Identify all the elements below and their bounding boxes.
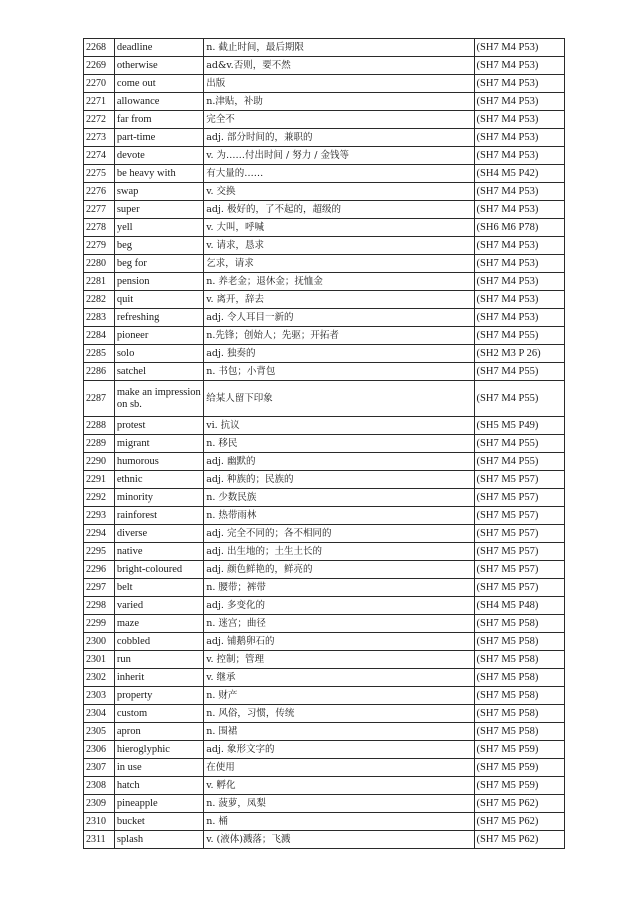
entry-meaning: adj. 独奏的	[204, 345, 474, 363]
table-row	[84, 651, 565, 669]
entry-word: apron	[114, 723, 203, 741]
table-row	[84, 327, 565, 345]
entry-reference: (SH7 M5 P58)	[474, 615, 564, 633]
entry-number: 2309	[84, 795, 115, 813]
entry-meaning: n. 养老金；退休金；抚恤金	[204, 273, 474, 291]
entry-number: 2300	[84, 633, 115, 651]
table-row	[84, 363, 565, 381]
entry-reference: (SH7 M4 P55)	[474, 381, 564, 417]
table-row	[84, 309, 565, 327]
entry-number: 2302	[84, 669, 115, 687]
entry-number: 2308	[84, 777, 115, 795]
table-row	[84, 93, 565, 111]
entry-word: hatch	[114, 777, 203, 795]
entry-reference: (SH7 M5 P58)	[474, 723, 564, 741]
entry-reference: (SH7 M4 P53)	[474, 255, 564, 273]
entry-word: deadline	[114, 39, 203, 57]
entry-number: 2283	[84, 309, 115, 327]
entry-number: 2286	[84, 363, 115, 381]
entry-word: bucket	[114, 813, 203, 831]
vocabulary-table	[83, 38, 565, 849]
entry-number: 2307	[84, 759, 115, 777]
entry-word: migrant	[114, 435, 203, 453]
entry-number: 2299	[84, 615, 115, 633]
table-row	[84, 525, 565, 543]
entry-meaning: vi. 抗议	[204, 417, 474, 435]
entry-reference: (SH7 M4 P53)	[474, 291, 564, 309]
entry-word: varied	[114, 597, 203, 615]
table-row	[84, 507, 565, 525]
entry-number: 2301	[84, 651, 115, 669]
entry-number: 2289	[84, 435, 115, 453]
entry-meaning: adj. 完全不同的；各不相同的	[204, 525, 474, 543]
table-row	[84, 237, 565, 255]
entry-meaning: n. 少数民族	[204, 489, 474, 507]
vocabulary-table-body	[84, 39, 565, 849]
table-row	[84, 183, 565, 201]
entry-reference: (SH7 M5 P62)	[474, 795, 564, 813]
entry-word: devote	[114, 147, 203, 165]
entry-meaning: v. 为……付出时间 / 努力 / 金钱等	[204, 147, 474, 165]
entry-word: inherit	[114, 669, 203, 687]
entry-reference: (SH7 M5 P58)	[474, 651, 564, 669]
entry-number: 2295	[84, 543, 115, 561]
entry-meaning: n. 热带雨林	[204, 507, 474, 525]
entry-reference: (SH7 M4 P53)	[474, 201, 564, 219]
entry-reference: (SH7 M4 P53)	[474, 237, 564, 255]
entry-word: far from	[114, 111, 203, 129]
table-row	[84, 705, 565, 723]
entry-meaning: adj. 幽默的	[204, 453, 474, 471]
entry-reference: (SH6 M6 P78)	[474, 219, 564, 237]
entry-reference: (SH7 M5 P57)	[474, 543, 564, 561]
entry-word: custom	[114, 705, 203, 723]
entry-meaning: n. 书包；小背包	[204, 363, 474, 381]
entry-meaning: n.津贴，补助	[204, 93, 474, 111]
entry-reference: (SH7 M4 P53)	[474, 309, 564, 327]
entry-reference: (SH7 M5 P59)	[474, 777, 564, 795]
table-row	[84, 687, 565, 705]
table-row	[84, 597, 565, 615]
table-row	[84, 777, 565, 795]
entry-number: 2284	[84, 327, 115, 345]
entry-number: 2293	[84, 507, 115, 525]
entry-reference: (SH7 M5 P58)	[474, 669, 564, 687]
entry-meaning: v. 离开，辞去	[204, 291, 474, 309]
entry-reference: (SH7 M5 P57)	[474, 507, 564, 525]
entry-reference: (SH7 M4 P55)	[474, 363, 564, 381]
entry-reference: (SH7 M4 P53)	[474, 39, 564, 57]
entry-word: property	[114, 687, 203, 705]
entry-reference: (SH7 M4 P53)	[474, 147, 564, 165]
entry-word: refreshing	[114, 309, 203, 327]
entry-reference: (SH7 M5 P58)	[474, 633, 564, 651]
entry-meaning: n. 迷宫；曲径	[204, 615, 474, 633]
entry-number: 2274	[84, 147, 115, 165]
entry-number: 2282	[84, 291, 115, 309]
table-row	[84, 561, 565, 579]
entry-meaning: adj. 象形文字的	[204, 741, 474, 759]
entry-word: minority	[114, 489, 203, 507]
entry-meaning: n.先锋；创始人；先驱；开拓者	[204, 327, 474, 345]
entry-number: 2287	[84, 381, 115, 417]
entry-meaning: adj. 令人耳目一新的	[204, 309, 474, 327]
entry-reference: (SH7 M5 P57)	[474, 471, 564, 489]
table-row	[84, 831, 565, 849]
entry-number: 2275	[84, 165, 115, 183]
entry-word: solo	[114, 345, 203, 363]
table-row	[84, 795, 565, 813]
entry-word: ethnic	[114, 471, 203, 489]
entry-word: allowance	[114, 93, 203, 111]
entry-reference: (SH2 M3 P 26)	[474, 345, 564, 363]
entry-meaning: ad&v.否则，要不然	[204, 57, 474, 75]
entry-word: come out	[114, 75, 203, 93]
table-row	[84, 39, 565, 57]
entry-word: cobbled	[114, 633, 203, 651]
entry-word: super	[114, 201, 203, 219]
entry-number: 2279	[84, 237, 115, 255]
entry-meaning: adj. 颜色鲜艳的，鲜亮的	[204, 561, 474, 579]
entry-meaning: 在使用	[204, 759, 474, 777]
entry-word: run	[114, 651, 203, 669]
entry-number: 2305	[84, 723, 115, 741]
entry-reference: (SH7 M5 P62)	[474, 831, 564, 849]
table-row	[84, 813, 565, 831]
entry-reference: (SH7 M4 P53)	[474, 183, 564, 201]
entry-word: yell	[114, 219, 203, 237]
entry-number: 2277	[84, 201, 115, 219]
table-row	[84, 273, 565, 291]
table-row	[84, 57, 565, 75]
entry-word: otherwise	[114, 57, 203, 75]
entry-number: 2306	[84, 741, 115, 759]
table-row	[84, 129, 565, 147]
entry-meaning: adj. 多变化的	[204, 597, 474, 615]
table-row	[84, 291, 565, 309]
entry-reference: (SH7 M5 P59)	[474, 759, 564, 777]
entry-meaning: n. 菠萝，凤梨	[204, 795, 474, 813]
entry-meaning: n. 腰带；裤带	[204, 579, 474, 597]
entry-word: pension	[114, 273, 203, 291]
entry-number: 2311	[84, 831, 115, 849]
entry-word: splash	[114, 831, 203, 849]
table-row	[84, 255, 565, 273]
entry-meaning: n. 财产	[204, 687, 474, 705]
entry-word: quit	[114, 291, 203, 309]
entry-word: part-time	[114, 129, 203, 147]
entry-reference: (SH7 M5 P57)	[474, 561, 564, 579]
entry-number: 2304	[84, 705, 115, 723]
table-row	[84, 417, 565, 435]
entry-word: maze	[114, 615, 203, 633]
entry-meaning: 出版	[204, 75, 474, 93]
entry-number: 2288	[84, 417, 115, 435]
entry-reference: (SH7 M5 P57)	[474, 525, 564, 543]
table-row	[84, 579, 565, 597]
entry-meaning: v. 控制；管理	[204, 651, 474, 669]
table-row	[84, 543, 565, 561]
entry-meaning: v. 继承	[204, 669, 474, 687]
entry-number: 2296	[84, 561, 115, 579]
entry-word: bright-coloured	[114, 561, 203, 579]
entry-reference: (SH7 M4 P53)	[474, 93, 564, 111]
table-row	[84, 489, 565, 507]
table-row	[84, 471, 565, 489]
entry-reference: (SH7 M5 P62)	[474, 813, 564, 831]
table-row	[84, 435, 565, 453]
entry-number: 2303	[84, 687, 115, 705]
entry-meaning: 有大量的……	[204, 165, 474, 183]
entry-number: 2272	[84, 111, 115, 129]
entry-reference: (SH7 M4 P53)	[474, 273, 564, 291]
entry-meaning: v. 请求，恳求	[204, 237, 474, 255]
entry-word: humorous	[114, 453, 203, 471]
entry-word: satchel	[114, 363, 203, 381]
entry-meaning: v. 大叫，呼喊	[204, 219, 474, 237]
entry-reference: (SH7 M5 P59)	[474, 741, 564, 759]
table-row	[84, 147, 565, 165]
table-row	[84, 759, 565, 777]
entry-number: 2291	[84, 471, 115, 489]
entry-meaning: 给某人留下印象	[204, 381, 474, 417]
entry-meaning: adj. 种族的；民族的	[204, 471, 474, 489]
entry-reference: (SH4 M5 P42)	[474, 165, 564, 183]
entry-word: beg for	[114, 255, 203, 273]
entry-number: 2278	[84, 219, 115, 237]
entry-reference: (SH7 M4 P53)	[474, 129, 564, 147]
entry-meaning: n. 围裙	[204, 723, 474, 741]
entry-number: 2271	[84, 93, 115, 111]
entry-number: 2281	[84, 273, 115, 291]
entry-word: hieroglyphic	[114, 741, 203, 759]
entry-meaning: 乞求，请求	[204, 255, 474, 273]
entry-word: pineapple	[114, 795, 203, 813]
entry-word: be heavy with	[114, 165, 203, 183]
entry-word: beg	[114, 237, 203, 255]
entry-meaning: n. 移民	[204, 435, 474, 453]
table-row	[84, 453, 565, 471]
entry-reference: (SH7 M5 P58)	[474, 687, 564, 705]
entry-word: in use	[114, 759, 203, 777]
entry-meaning: adj. 铺鹅卵石的	[204, 633, 474, 651]
entry-number: 2276	[84, 183, 115, 201]
entry-word: diverse	[114, 525, 203, 543]
entry-number: 2297	[84, 579, 115, 597]
entry-number: 2290	[84, 453, 115, 471]
table-row	[84, 201, 565, 219]
entry-reference: (SH7 M5 P58)	[474, 705, 564, 723]
entry-meaning: adj. 出生地的；土生土长的	[204, 543, 474, 561]
entry-word: swap	[114, 183, 203, 201]
table-row	[84, 75, 565, 93]
entry-number: 2280	[84, 255, 115, 273]
entry-word: make an impression on sb.	[114, 381, 203, 417]
table-row	[84, 633, 565, 651]
table-row	[84, 111, 565, 129]
table-row	[84, 381, 565, 417]
entry-reference: (SH5 M5 P49)	[474, 417, 564, 435]
entry-reference: (SH7 M5 P57)	[474, 489, 564, 507]
table-row	[84, 165, 565, 183]
entry-number: 2269	[84, 57, 115, 75]
entry-reference: (SH4 M5 P48)	[474, 597, 564, 615]
entry-number: 2294	[84, 525, 115, 543]
entry-reference: (SH7 M5 P57)	[474, 579, 564, 597]
entry-meaning: n. 风俗，习惯，传统	[204, 705, 474, 723]
entry-number: 2310	[84, 813, 115, 831]
entry-meaning: 完全不	[204, 111, 474, 129]
entry-word: protest	[114, 417, 203, 435]
entry-meaning: n. 截止时间，最后期限	[204, 39, 474, 57]
entry-number: 2285	[84, 345, 115, 363]
entry-word: rainforest	[114, 507, 203, 525]
entry-reference: (SH7 M4 P55)	[474, 435, 564, 453]
entry-reference: (SH7 M4 P53)	[474, 57, 564, 75]
table-row	[84, 741, 565, 759]
entry-word: native	[114, 543, 203, 561]
entry-meaning: v. 孵化	[204, 777, 474, 795]
entry-meaning: adj. 极好的，了不起的，超级的	[204, 201, 474, 219]
entry-meaning: v. 交换	[204, 183, 474, 201]
entry-meaning: adj. 部分时间的，兼职的	[204, 129, 474, 147]
entry-reference: (SH7 M4 P53)	[474, 75, 564, 93]
entry-meaning: n. 桶	[204, 813, 474, 831]
table-row	[84, 219, 565, 237]
entry-number: 2292	[84, 489, 115, 507]
entry-number: 2268	[84, 39, 115, 57]
entry-meaning: v. (液体)溅落；飞溅	[204, 831, 474, 849]
table-row	[84, 669, 565, 687]
entry-word: belt	[114, 579, 203, 597]
table-row	[84, 615, 565, 633]
entry-reference: (SH7 M4 P53)	[474, 111, 564, 129]
entry-number: 2270	[84, 75, 115, 93]
entry-number: 2273	[84, 129, 115, 147]
table-row	[84, 345, 565, 363]
entry-reference: (SH7 M4 P55)	[474, 327, 564, 345]
entry-reference: (SH7 M4 P55)	[474, 453, 564, 471]
entry-word: pioneer	[114, 327, 203, 345]
table-row	[84, 723, 565, 741]
entry-number: 2298	[84, 597, 115, 615]
